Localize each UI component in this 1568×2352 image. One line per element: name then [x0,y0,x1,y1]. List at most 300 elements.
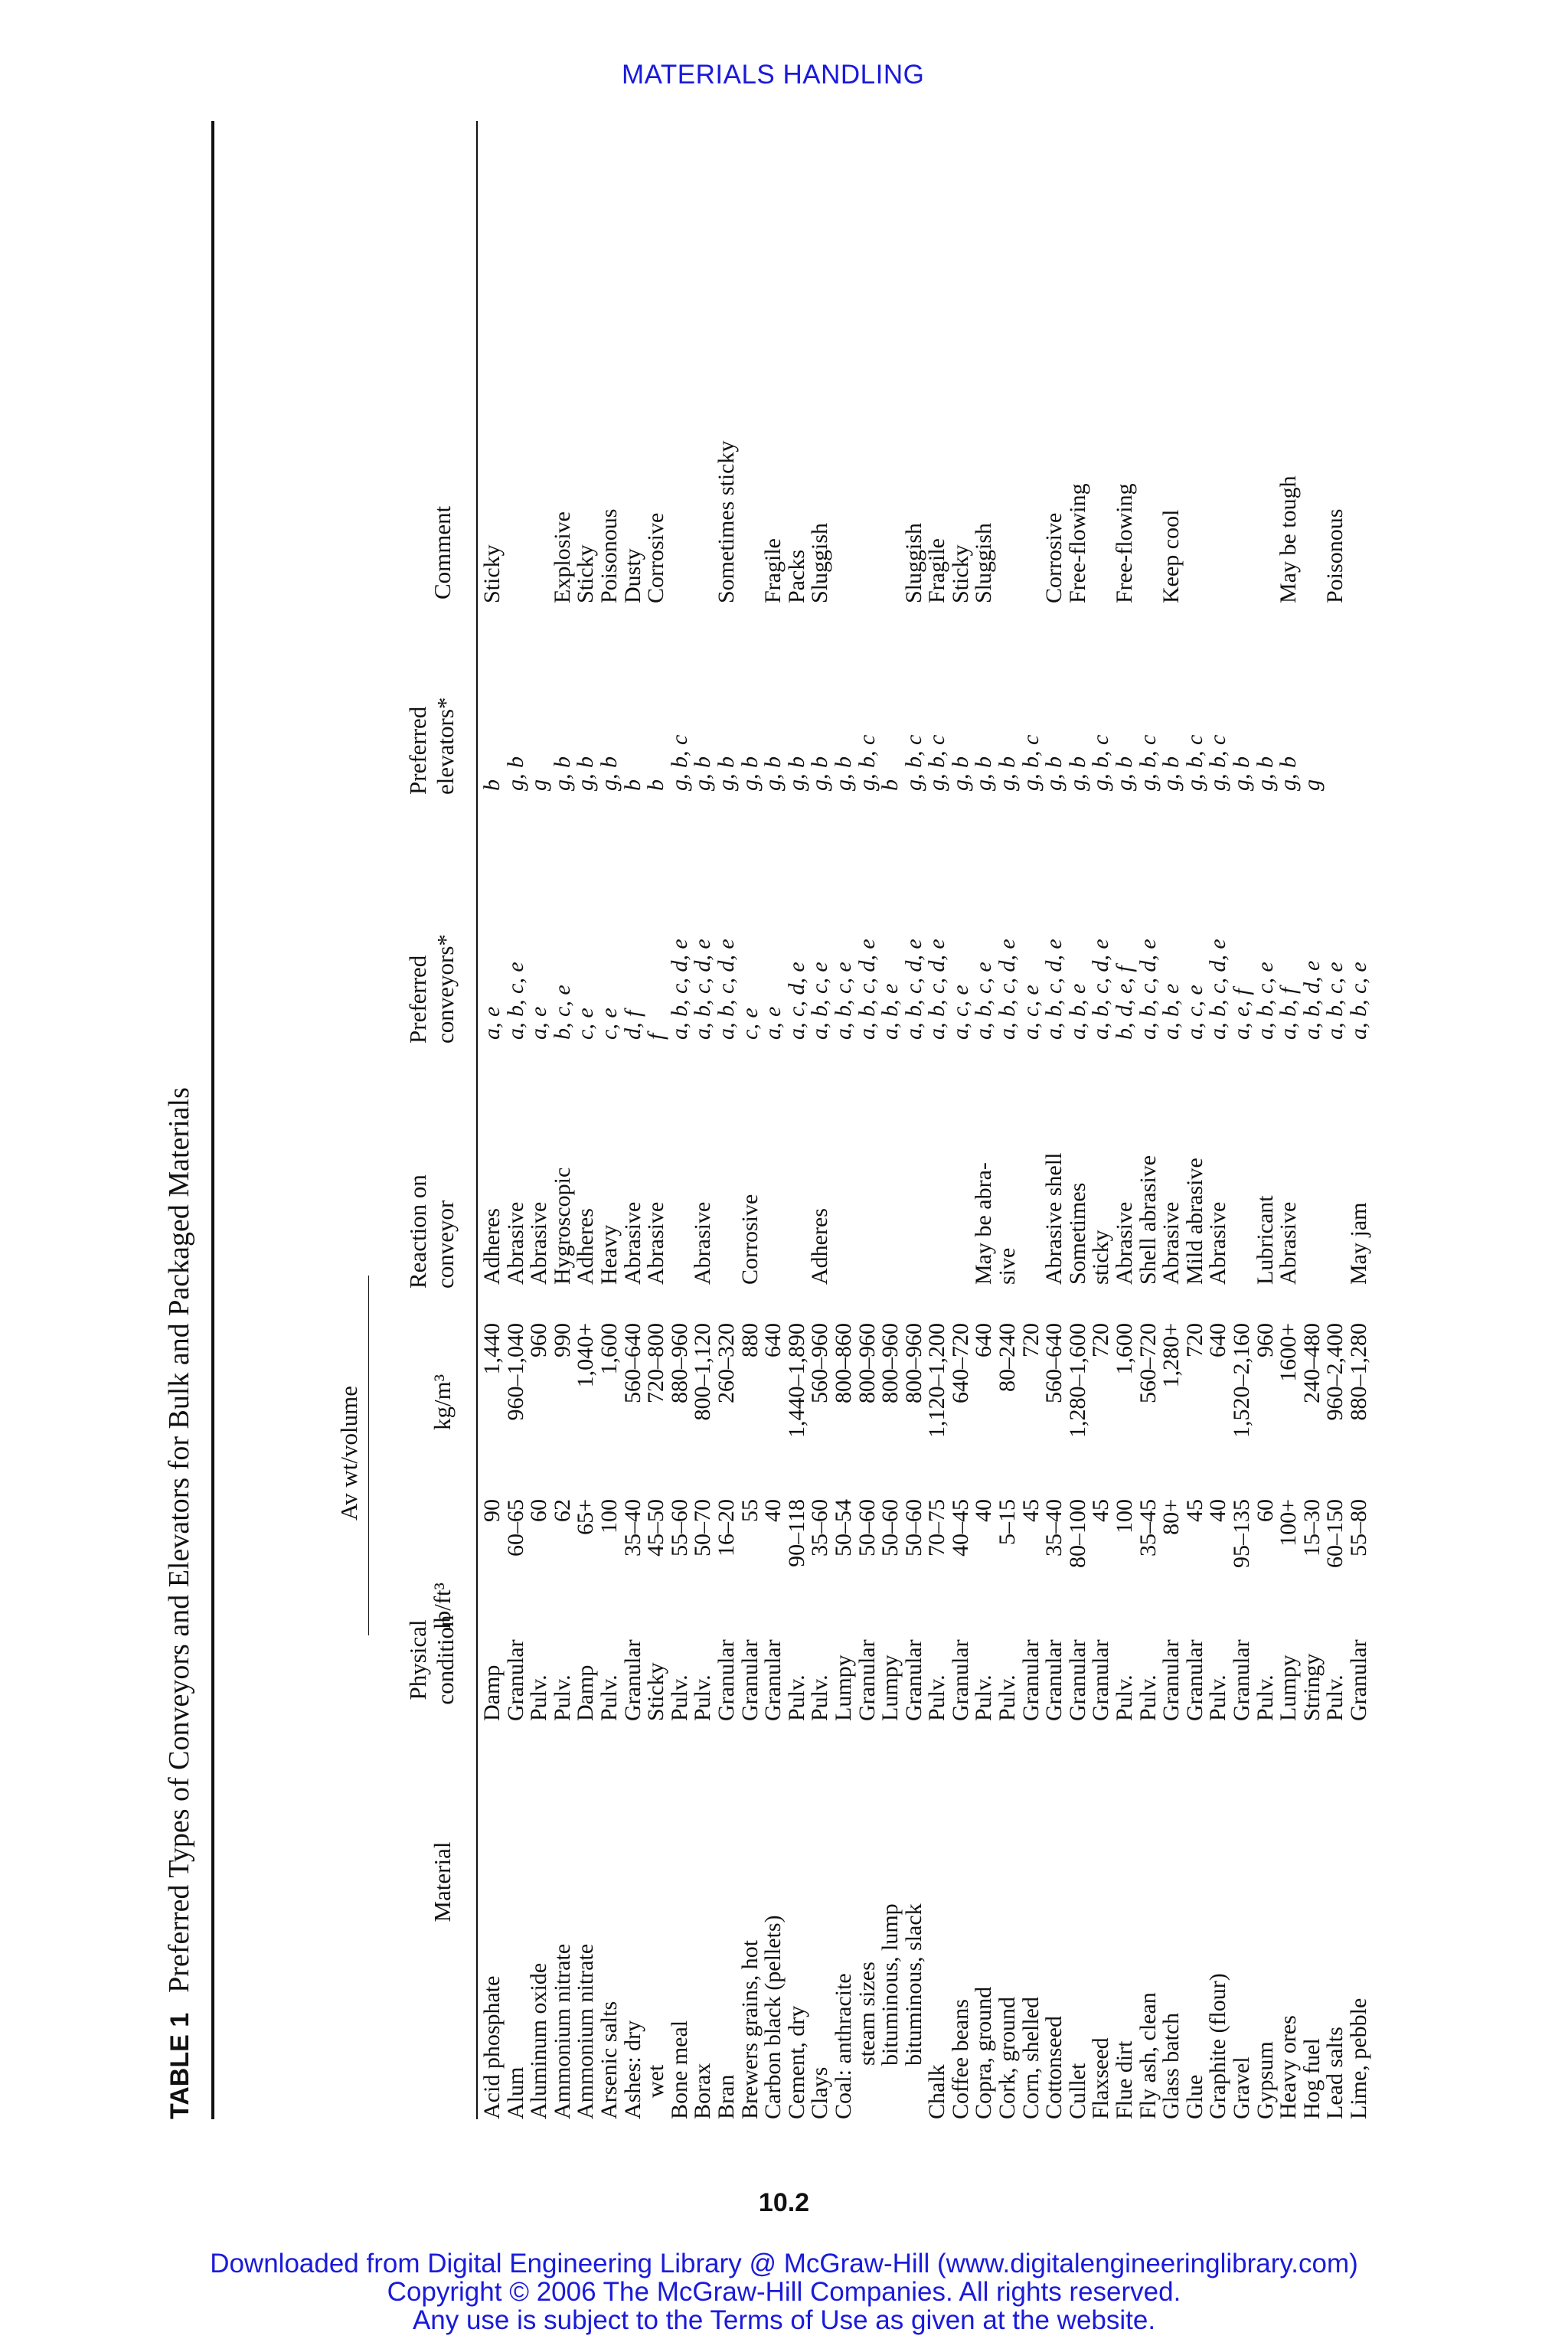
cell-elevators: b [619,779,645,791]
cell-conveyors: a, b, c, e [807,962,833,1040]
cell-material: Alum [502,2066,528,2119]
cell-lb-ft3: 35–40 [1041,1499,1067,1557]
cell-material: Cement, dry [783,2005,809,2119]
header-comment: Comment [429,505,456,599]
cell-reaction [856,1032,880,1285]
cell-conveyors: a, b, d, e [1298,960,1325,1040]
cell-conveyors: a, b, c, e [830,962,856,1040]
top-rule [211,121,214,2119]
cell-material: Bone meal [666,2020,692,2119]
cell-conveyors: a, b, c, d, e [1135,939,1161,1040]
cell-physical-condition: Damp [479,1664,505,1721]
cell-conveyors: a, c, d, e [783,962,809,1040]
cell-reaction [832,1032,856,1285]
cell-material: Chalk [924,2064,950,2119]
cell-comment [1230,297,1254,603]
cell-kg-m3: 960–2,400 [1322,1323,1348,1421]
cell-elevators: b [479,779,505,791]
cell-conveyors: a, b, c, d, e [924,939,950,1040]
cell-kg-m3: 1,280+ [1158,1323,1184,1388]
cell-lb-ft3: 60 [1252,1499,1278,1522]
cell-kg-m3: 1,600 [596,1323,622,1375]
cell-comment: Poisonous [1322,508,1348,603]
cell-material: Hog fuel [1298,2038,1325,2119]
cell-material: Copra, ground [971,1986,997,2119]
cell-comment: May be tough [1276,475,1302,603]
cell-reaction [668,1032,692,1285]
cell-conveyors: a, b, c, e [971,962,997,1040]
cell-comment: Poisonous [596,508,622,603]
cell-kg-m3: 640 [1205,1323,1231,1357]
cell-conveyors: a, b, e [1064,983,1090,1040]
cell-elevators: g, b, c [900,734,926,791]
cell-kg-m3: 560–720 [1135,1323,1161,1403]
cell-lb-ft3: 65+ [573,1499,599,1535]
cell-material: Cullet [1064,2063,1090,2119]
cell-elevators: g, b [995,756,1021,791]
cell-comment: Fragile [760,538,786,603]
cell-lb-ft3: 95–135 [1229,1499,1254,1568]
cell-material: Bran [713,2074,739,2119]
cell-lb-ft3: 55–60 [666,1499,692,1557]
cell-elevators: g, b [783,756,809,791]
header-kg-m3: kg/m³ [429,1374,456,1430]
cell-elevators: g [526,779,552,791]
cell-physical-condition: Pulv. [971,1674,997,1721]
cell-elevators: g, b [549,756,575,791]
cell-kg-m3: 990 [549,1323,575,1357]
cell-lb-ft3: 5–15 [995,1499,1021,1545]
cell-conveyors: a, b, c, e [1345,962,1371,1040]
cell-material: Flaxseed [1088,2037,1114,2119]
cell-comment [1184,297,1207,603]
cell-comment [528,297,551,603]
cell-kg-m3: 1,440 [479,1323,505,1375]
cell-physical-condition: Granular [900,1639,926,1721]
cell-material: Cottonseed [1041,2016,1067,2119]
cell-comment [1137,297,1161,603]
cell-reaction: Abrasive [1276,1201,1302,1285]
cell-comment [832,297,856,603]
cell-elevators: g, b [1252,756,1278,791]
cell-kg-m3: 720–800 [643,1323,669,1403]
cell-elevators: g, b [947,756,973,791]
cell-reaction [879,1032,903,1285]
cell-reaction [1020,1032,1044,1285]
cell-elevators: g, b [713,756,739,791]
cell-conveyors: a, b, c, d, e [900,939,926,1040]
cell-kg-m3: 720 [1181,1323,1207,1357]
cell-comment: Corrosive [1041,512,1067,603]
cell-reaction: Abrasive [690,1201,716,1285]
cell-reaction: Abrasive [1112,1201,1138,1285]
cell-physical-condition: Granular [1018,1639,1044,1721]
cell-comment [668,297,692,603]
cell-kg-m3: 960 [1252,1323,1278,1357]
cell-material: bituminous, slack [900,1903,926,2066]
cell-material: Heavy ores [1276,2015,1302,2119]
cell-physical-condition: Granular [713,1639,739,1721]
footer-terms: Any use is subject to the Terms of Use as given at the website. [412,2305,1156,2335]
cell-comment [505,297,528,603]
cell-elevators: b [643,779,669,791]
cell-lb-ft3: 40 [1205,1499,1231,1522]
cell-conveyors: a, b, c, e [1252,962,1278,1040]
cell-kg-m3: 880–1,280 [1345,1323,1371,1421]
cell-lb-ft3: 100 [596,1499,622,1534]
cell-lb-ft3: 45 [1018,1499,1044,1522]
cell-comment [879,297,903,603]
cell-conveyors: c, e [573,1008,599,1040]
cell-reaction [762,1032,786,1285]
cell-physical-condition: Sticky [643,1662,669,1721]
table-caption [161,1087,198,2119]
cell-material: Graphite (flour) [1205,1973,1231,2119]
cell-conveyors: a, b, c, d, e [1088,939,1114,1040]
cell-physical-condition: Lumpy [830,1655,856,1721]
cell-lb-ft3: 40 [760,1499,786,1522]
cell-conveyors: a, b, c, e [502,962,528,1040]
cell-physical-condition: Pulv. [1252,1674,1278,1721]
cell-conveyors: f [643,1033,669,1040]
cell-kg-m3: 640 [760,1323,786,1357]
cell-elevators: g, b [1041,756,1067,791]
cell-comment: Sluggish [900,522,926,603]
cell-conveyors: a, b, f [1276,987,1302,1040]
cell-kg-m3: 640–720 [947,1323,973,1403]
cell-kg-m3: 80–240 [995,1323,1021,1392]
cell-reaction: Abrasive [502,1201,528,1285]
cell-kg-m3: 640 [971,1323,997,1357]
cell-reaction: Abrasive [1205,1201,1231,1285]
cell-physical-condition: Pulv. [666,1674,692,1721]
cell-conveyors: d, f [619,1010,645,1040]
cell-kg-m3: 240–480 [1298,1323,1325,1403]
cell-comment: Explosive [549,511,575,603]
cell-reaction: Hygroscopic [549,1167,575,1285]
cell-physical-condition: Granular [854,1639,880,1721]
cell-reaction: Abrasive [619,1201,645,1285]
cell-material: Clays [807,2066,833,2119]
cell-lb-ft3: 35–40 [619,1499,645,1557]
cell-elevators: g, b, c [1181,734,1207,791]
cell-conveyors: a, c, e [1018,985,1044,1040]
cell-material: Arsenic salts [596,2001,622,2119]
cell-lb-ft3: 60–150 [1322,1499,1348,1568]
cell-physical-condition: Lumpy [1276,1655,1302,1721]
cell-reaction [1230,1032,1254,1285]
cell-lb-ft3: 50–60 [877,1499,903,1557]
cell-reaction: Abrasive [643,1201,669,1285]
cell-comment: Dusty [619,548,645,603]
cell-lb-ft3: 40 [971,1499,997,1522]
cell-physical-condition: Granular [1158,1639,1184,1721]
cell-conveyors: b, d, e, f [1112,965,1138,1040]
cell-reaction: Sometimes [1064,1182,1090,1285]
cell-conveyors: c, e [596,1008,622,1040]
cell-comment: Sticky [573,544,599,603]
cell-elevators: g, b [807,756,833,791]
cell-conveyors: a, b, e [1158,983,1184,1040]
cell-elevators [1324,607,1348,791]
cell-reaction: May be abra- [971,1162,997,1285]
cell-lb-ft3: 55 [737,1499,763,1522]
cell-elevators: g, b [1158,756,1184,791]
cell-elevators: g, b [971,756,997,791]
cell-kg-m3: 1,280–1,600 [1064,1323,1090,1438]
cell-physical-condition: Pulv. [526,1674,552,1721]
cell-physical-condition: Pulv. [1322,1674,1348,1721]
cell-comment: Fragile [924,538,950,603]
cell-lb-ft3: 50–60 [900,1499,926,1557]
cell-conveyors: a, b, c, d, e [1205,939,1231,1040]
cell-elevators: g, b, c [1135,734,1161,791]
cell-reaction [1301,1032,1325,1285]
cell-lb-ft3: 70–75 [924,1499,950,1557]
cell-lb-ft3: 100+ [1276,1499,1302,1547]
cell-kg-m3: 960–1,040 [502,1323,528,1421]
cell-lb-ft3: 15–30 [1298,1499,1325,1557]
cell-lb-ft3: 100 [1112,1499,1138,1534]
cell-material: Ashes: dry [619,2020,645,2119]
cell-conveyors: a, b, c, d, e [690,939,716,1040]
cell-reaction [1324,1032,1348,1285]
cell-reaction: Abrasive [1158,1201,1184,1285]
cell-elevators: g, b, c [1088,734,1114,791]
cell-conveyors: a, b, c, d, e [854,939,880,1040]
cell-reaction: sive [995,1247,1021,1285]
header-reaction: Reaction on conveyor [404,1174,459,1289]
cell-conveyors: a, e [760,1006,786,1040]
header-rule [476,121,478,2119]
cell-physical-condition: Granular [760,1639,786,1721]
cell-lb-ft3: 16–20 [713,1499,739,1557]
cell-lb-ft3: 60 [526,1499,552,1522]
cell-lb-ft3: 35–45 [1135,1499,1161,1557]
cell-kg-m3: 560–640 [1041,1323,1067,1403]
cell-reaction: Adheres [807,1208,833,1285]
cell-comment [1254,297,1278,603]
cell-reaction: Adheres [573,1208,599,1285]
wt-volume-rule [368,1276,369,1635]
cell-physical-condition: Lumpy [877,1655,903,1721]
cell-elevators: g, b [690,756,716,791]
cell-material: Carbon black (pellets) [760,1915,786,2119]
cell-conveyors: a, b, c, d, e [1041,939,1067,1040]
cell-elevators: b [877,779,903,791]
cell-physical-condition: Pulv. [783,1674,809,1721]
cell-reaction [786,1032,809,1285]
cell-conveyors: a, e, f [1229,988,1254,1040]
cell-comment: Sluggish [971,522,997,603]
cell-lb-ft3: 50–70 [690,1499,716,1557]
cell-comment [996,297,1020,603]
cell-material: Lime, pebble [1345,1998,1371,2119]
footer-copyright: Copyright © 2006 The McGraw-Hill Companies. All rights reserved. [387,2277,1181,2307]
cell-kg-m3: 560–960 [807,1323,833,1403]
cell-physical-condition: Granular [502,1639,528,1721]
cell-lb-ft3: 62 [549,1499,575,1522]
cell-reaction [903,1032,926,1285]
cell-comment [691,297,715,603]
cell-elevators: g, b [1229,756,1254,791]
cell-conveyors: a, c, e [1181,985,1207,1040]
cell-comment [856,297,880,603]
cell-comment: Corrosive [643,512,669,603]
cell-physical-condition: Pulv. [690,1674,716,1721]
cell-conveyors: a, b, c, d, e [713,939,739,1040]
footer [0,2249,1568,2334]
cell-reaction: Corrosive [737,1194,763,1285]
cell-physical-condition: Granular [1181,1639,1207,1721]
cell-elevators: g, b [1276,756,1302,791]
cell-kg-m3: 800–960 [877,1323,903,1403]
cell-physical-condition: Pulv. [807,1674,833,1721]
table-label: TABLE 1 [165,2012,194,2119]
cell-material: Aluminum oxide [526,1962,552,2119]
cell-lb-ft3: 45 [1181,1499,1207,1522]
cell-physical-condition: Granular [1064,1639,1090,1721]
column-conveyors [481,810,1371,1040]
cell-material: Glass batch [1158,2012,1184,2119]
cell-conveyors: a, b, c, e [1322,962,1348,1040]
cell-conveyors: c, e [737,1008,763,1040]
footer-download-link[interactable]: Downloaded from Digital Engineering Library @ McGraw-Hill (www.digitalengineeringlibrary.com) [210,2249,1358,2278]
cell-kg-m3: 720 [1088,1323,1114,1357]
cell-elevators: g, b, c [1205,734,1231,791]
cell-elevators: g, b [1112,756,1138,791]
header-lb-ft3: lb/ft³ [429,1583,456,1629]
cell-lb-ft3: 45 [1088,1499,1114,1522]
cell-lb-ft3: 55–80 [1345,1499,1371,1557]
cell-physical-condition: Granular [1229,1639,1254,1721]
cell-material: Corn, shelled [1018,1997,1044,2119]
cell-kg-m3: 1600+ [1276,1323,1302,1382]
cell-kg-m3: 800–960 [854,1323,880,1403]
cell-reaction: Mild abrasive [1181,1158,1207,1285]
header-av-wt-volume: Av wt/volume [335,1386,362,1521]
cell-reaction: Abrasive shell [1041,1152,1067,1285]
column-reaction [481,1032,1371,1285]
cell-comment [1301,297,1325,603]
cell-elevators [1348,607,1371,791]
cell-conveyors: a, e [479,1006,505,1040]
cell-physical-condition: Granular [1088,1639,1114,1721]
cell-lb-ft3: 60–65 [502,1499,528,1557]
cell-material: Coffee beans [947,1999,973,2119]
header-conveyors: Preferred conveyors* [404,934,459,1044]
cell-reaction: Lubricant [1252,1195,1278,1285]
cell-elevators: g, b [830,756,856,791]
cell-material: Gravel [1229,2056,1254,2119]
cell-comment: Sometimes sticky [713,440,739,603]
cell-material: Acid phosphate [479,1975,505,2119]
cell-comment [739,297,763,603]
cell-comment: Sluggish [807,522,833,603]
cell-material: steam sizes [854,1962,880,2066]
cell-conveyors: a, e [526,1006,552,1040]
cell-kg-m3: 1,120–1,200 [924,1323,950,1438]
cell-comment [1020,297,1044,603]
cell-kg-m3: 1,440–1,890 [783,1323,809,1438]
cell-elevators: g, b, c [1018,734,1044,791]
cell-elevators: g, b [596,756,622,791]
cell-material: Ammonium nitrate [573,1943,599,2119]
cell-kg-m3: 800–860 [830,1323,856,1403]
cell-reaction [949,1032,973,1285]
cell-material: Fly ash, clean [1135,1992,1161,2119]
cell-elevators: g, b, c [924,734,950,791]
cell-material: Coal: anthracite [830,1973,856,2119]
cell-comment [1348,297,1371,603]
cell-reaction: May jam [1345,1202,1371,1285]
cell-physical-condition: Pulv. [549,1674,575,1721]
cell-reaction: Heavy [596,1224,622,1285]
cell-material: Cork, ground [995,1997,1021,2119]
table-title: Preferred Types of Conveyors and Elevators for Bulk and Packaged Materials [163,1087,195,1993]
cell-reaction: Abrasive [526,1201,552,1285]
cell-physical-condition: Pulv. [924,1674,950,1721]
column-elevators [481,607,1371,791]
cell-kg-m3: 720 [1018,1323,1044,1357]
cell-lb-ft3: 40–45 [947,1499,973,1557]
cell-comment: Sticky [947,544,973,603]
cell-kg-m3: 560–640 [619,1323,645,1403]
cell-conveyors: a, b, e [877,983,903,1040]
cell-conveyors: a, c, e [947,985,973,1040]
cell-lb-ft3: 45–50 [643,1499,669,1557]
cell-comment: Packs [783,550,809,603]
cell-material: wet [643,2064,669,2098]
cell-lb-ft3: 50–54 [830,1499,856,1557]
cell-physical-condition: Pulv. [995,1674,1021,1721]
cell-lb-ft3: 50–60 [854,1499,880,1557]
cell-comment [1089,297,1113,603]
cell-physical-condition: Pulv. [1112,1674,1138,1721]
header-material: Material [429,1841,456,1922]
cell-kg-m3: 880–960 [666,1323,692,1403]
cell-lb-ft3: 35–60 [807,1499,833,1557]
cell-lb-ft3: 80–100 [1064,1499,1090,1568]
cell-physical-condition: Stringy [1298,1653,1325,1721]
cell-kg-m3: 1,600 [1112,1323,1138,1375]
cell-reaction [926,1032,949,1285]
cell-physical-condition: Granular [619,1639,645,1721]
cell-physical-condition: Pulv. [1135,1674,1161,1721]
cell-material: Flue dirt [1112,2040,1138,2119]
cell-lb-ft3: 90 [479,1499,505,1522]
cell-elevators: g, b, c [854,734,880,791]
cell-reaction: sticky [1088,1230,1114,1285]
cell-reaction: Adheres [479,1208,505,1285]
cell-comment [1207,297,1230,603]
cell-material: Borax [690,2063,716,2119]
cell-reaction: Shell abrasive [1135,1155,1161,1285]
cell-physical-condition: Granular [1041,1639,1067,1721]
header-elevators: Preferred elevators* [404,697,459,795]
cell-physical-condition: Pulv. [596,1674,622,1721]
cell-comment: Keep cool [1158,509,1184,603]
cell-kg-m3: 1,520–2,160 [1229,1323,1254,1438]
cell-material: Glue [1181,2074,1207,2119]
rotated-table [161,121,1416,2119]
cell-conveyors: a, b, c, d, e [666,939,692,1040]
cell-elevators: g, b [502,756,528,791]
cell-kg-m3: 880 [737,1323,763,1357]
cell-reaction [715,1032,739,1285]
cell-physical-condition: Pulv. [1205,1674,1231,1721]
cell-material: Lead salts [1322,2027,1348,2119]
